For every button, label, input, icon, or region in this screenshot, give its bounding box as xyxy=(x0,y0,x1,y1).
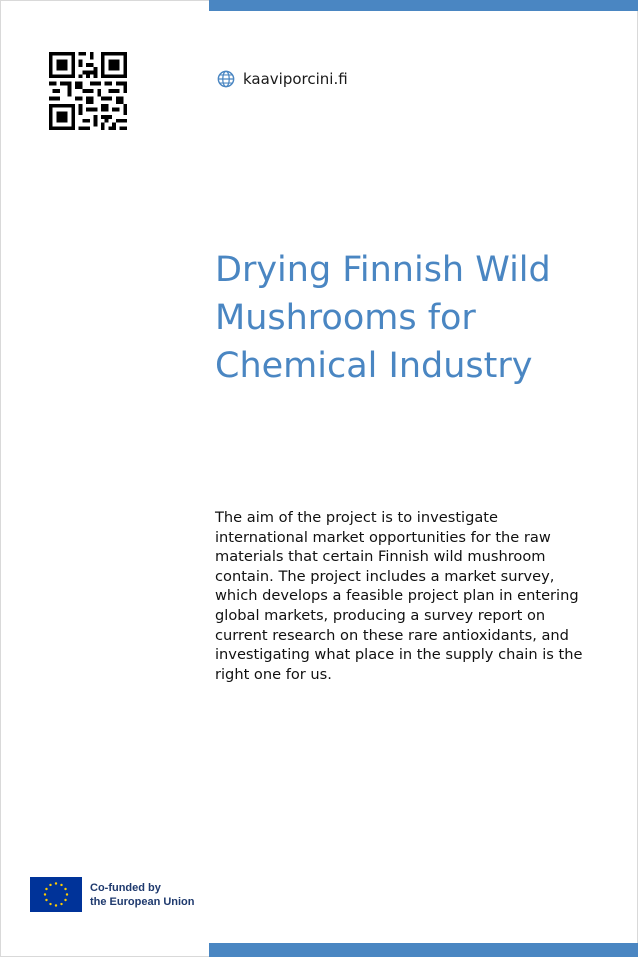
website-link[interactable] xyxy=(217,69,348,89)
eu-star xyxy=(55,882,57,884)
bottom-accent-bar xyxy=(209,943,638,957)
globe-icon xyxy=(217,70,235,88)
eu-star xyxy=(45,899,47,901)
eu-flag-icon xyxy=(30,877,82,912)
eu-star xyxy=(60,884,62,886)
eu-cofunded-line2: the European Union xyxy=(90,895,195,908)
eu-star xyxy=(55,904,57,906)
eu-cofunded-line1: Co-funded by xyxy=(90,881,161,894)
eu-star xyxy=(49,903,51,905)
qr-code-icon[interactable] xyxy=(49,52,127,130)
eu-star xyxy=(60,903,62,905)
eu-cofunding-badge xyxy=(30,877,195,912)
eu-cofunded-text xyxy=(90,881,195,909)
eu-star xyxy=(45,888,47,890)
eu-star xyxy=(44,893,46,895)
eu-star xyxy=(64,899,66,901)
eu-star xyxy=(49,884,51,886)
website-url[interactable]: kaaviporcini.fi xyxy=(243,70,348,88)
project-description: The aim of the project is to investigate international market opportunities for the raw materials that certain Finnish wild mushroom contain. The project includes a market survey, which develops a feasible project plan in entering global markets, producing a survey report on current research on these rare antioxidants, and investigating what place in the supply chain is the right one for us. xyxy=(215,509,583,683)
page-title: Drying Finnish Wild Mushrooms for Chemical Industry xyxy=(215,250,551,386)
top-accent-bar xyxy=(209,0,638,11)
eu-star xyxy=(64,888,66,890)
eu-star xyxy=(66,893,68,895)
